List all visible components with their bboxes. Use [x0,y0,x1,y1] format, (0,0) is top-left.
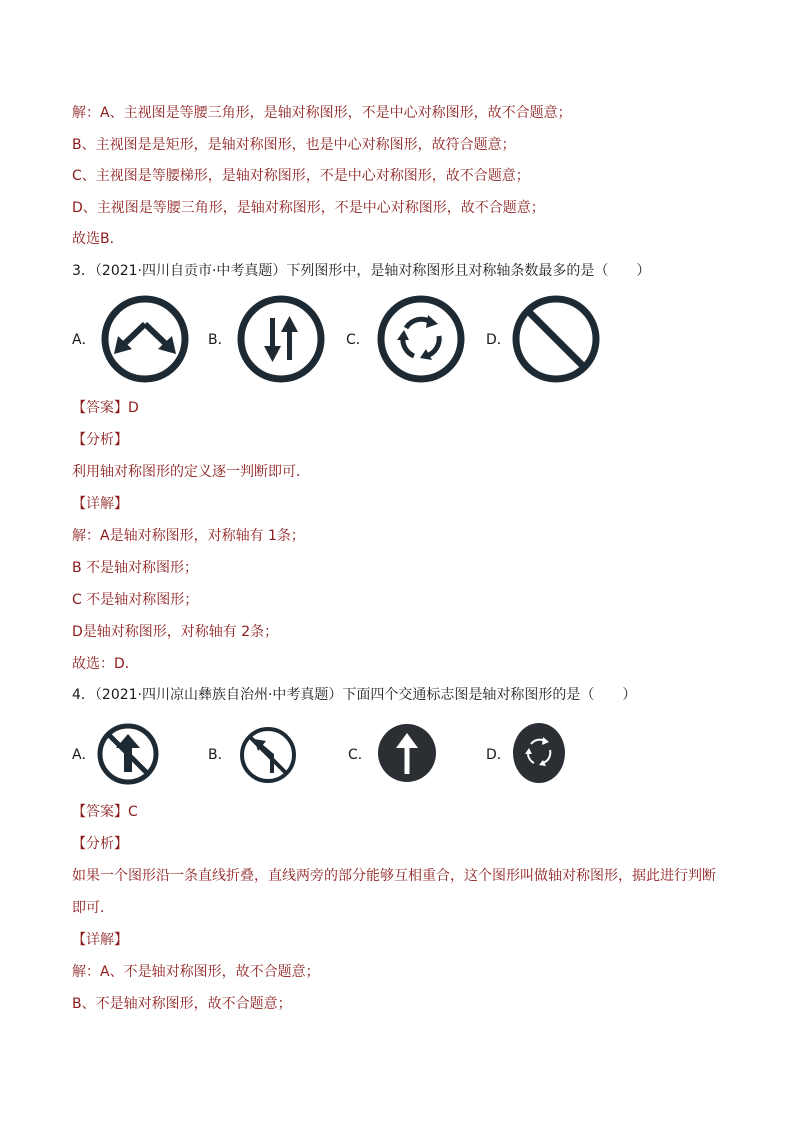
q3-detail-line: C 不是轴对称图形； [72,592,199,608]
q3-analysis-title: 【分析】 [72,432,128,448]
q4-analysis-title: 【分析】 [72,836,128,852]
no-entry-slash-sign-icon [511,294,601,384]
solution-line: B、主视图是是矩形，是轴对称图形，也是中心对称图形，故符合题意； [72,137,516,153]
q3-analysis: 利用轴对称图形的定义逐一判断即可． [72,464,310,480]
q4-option-c-label: C． [348,747,372,763]
q3-detail-line: 故选：D． [72,656,139,672]
q3-detail-line: D是轴对称图形，对称轴有 2条； [72,624,279,640]
q3-option-d-label: D． [486,332,511,348]
q3-option-b-label: B． [208,332,232,348]
solution-line: 解：A、主视图是等腰三角形，是轴对称图形，不是中心对称图形，故不合题意； [72,105,572,121]
q4-detail-title: 【详解】 [72,932,128,948]
q3-detail-line: B 不是轴对称图形； [72,560,199,576]
q4-analysis: 如果一个图形沿一条直线折叠，直线两旁的部分能够互相重合，这个图形叫做轴对称图形，据此进行判断即可． [72,868,716,916]
q3-option-c-label: C． [346,332,370,348]
q4-answer: 【答案】C [72,804,138,820]
q4-detail-line: 解：A、不是轴对称图形，故不合题意； [72,964,320,980]
solution-line: C、主视图是等腰梯形，是轴对称图形，不是中心对称图形，故不合题意； [72,168,530,184]
straight-ahead-sign-icon [376,722,438,784]
q3-option-a-label: A． [72,332,96,348]
q4-option-b-label: B． [208,747,232,763]
roundabout-sign-icon [376,294,466,384]
question-4: 4．（2021·四川凉山彝族自治州·中考真题）下面四个交通标志图是轴对称图形的是（ ） [72,687,637,703]
q3-detail-line: 解：A是轴对称图形，对称轴有 1条； [72,528,305,544]
two-way-arrows-sign-icon [100,294,190,384]
roundabout-sign-icon [512,722,566,784]
solution-line: D、主视图是等腰三角形，是轴对称图形，不是中心对称图形，故不合题意； [72,200,545,216]
no-straight-sign-icon [96,722,160,786]
q4-detail-line: B、不是轴对称图形，故不合题意； [72,996,292,1012]
q4-option-a-label: A． [72,747,96,763]
no-left-turn-sign-icon [238,725,298,785]
solution-line: 故选B． [72,231,124,247]
q3-answer: 【答案】D [72,400,139,416]
question-3: 3．（2021·四川自贡市·中考真题）下列图形中，是轴对称图形且对称轴条数最多的是（ ） [72,263,651,279]
q3-detail-title: 【详解】 [72,496,128,512]
q4-option-d-label: D． [486,747,511,763]
two-way-traffic-sign-icon [236,294,326,384]
